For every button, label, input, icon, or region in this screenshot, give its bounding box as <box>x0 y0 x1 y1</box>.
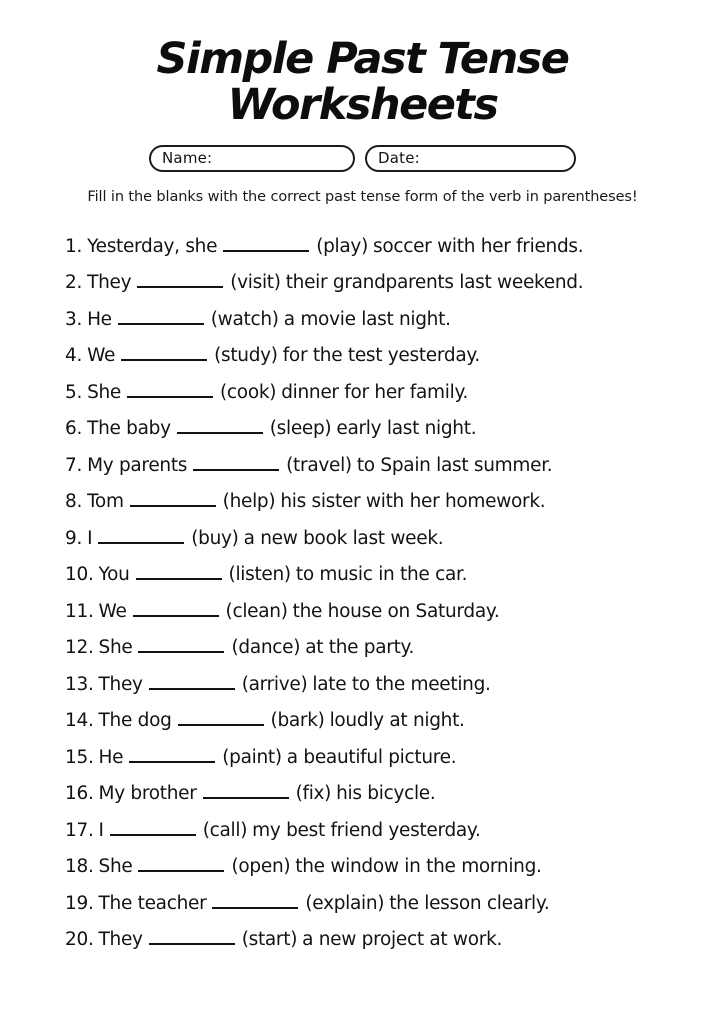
question-text-before-blank: I <box>87 527 93 549</box>
verb-hint: (dance) <box>231 637 301 659</box>
answer-blank[interactable] <box>121 349 207 361</box>
question-number: 2. <box>65 272 83 294</box>
question-row <box>65 302 695 339</box>
question-text-before-blank: The teacher <box>98 892 207 914</box>
verb-hint: (visit) <box>230 272 281 294</box>
question-text-before-blank: She <box>87 381 122 403</box>
question-text-after-blank: early last night. <box>336 418 477 440</box>
answer-blank[interactable] <box>127 386 213 398</box>
question-text-after-blank: to Spain last summer. <box>356 454 553 476</box>
question-text-after-blank: a movie last night. <box>283 308 451 330</box>
answer-blank[interactable] <box>178 714 264 726</box>
question-row <box>65 557 695 594</box>
question-row <box>65 375 695 412</box>
question-number: 6. <box>65 418 83 440</box>
question-row <box>65 703 695 740</box>
question-text-after-blank: for the test yesterday. <box>282 345 480 367</box>
verb-hint: (buy) <box>191 527 239 549</box>
answer-blank[interactable] <box>177 422 263 434</box>
answer-blank[interactable] <box>98 532 184 544</box>
question-text-after-blank: his sister with her homework. <box>280 491 546 513</box>
verb-hint: (bark) <box>270 710 325 732</box>
question-text-after-blank: late to the meeting. <box>312 673 491 695</box>
date-field[interactable] <box>365 145 576 172</box>
question-text-after-blank: his bicycle. <box>336 783 436 805</box>
question-number: 20. <box>65 929 94 951</box>
question-row <box>65 630 695 667</box>
name-field[interactable] <box>149 145 355 172</box>
question-text-before-blank: They <box>98 673 143 695</box>
question-row <box>65 667 695 704</box>
question-text-before-blank: Yesterday, she <box>87 235 218 257</box>
question-text-before-blank: They <box>98 929 143 951</box>
page-title-line1: Simple Past Tense <box>156 34 569 84</box>
name-field-label: Name: <box>162 149 213 168</box>
question-text-after-blank: dinner for her family. <box>281 381 469 403</box>
question-number: 1. <box>65 235 83 257</box>
verb-hint: (study) <box>214 345 278 367</box>
question-row <box>65 229 695 266</box>
question-number: 7. <box>65 454 83 476</box>
question-number: 18. <box>65 856 94 878</box>
question-number: 14. <box>65 710 94 732</box>
question-number: 16. <box>65 783 94 805</box>
answer-blank[interactable] <box>137 276 223 288</box>
header-fields-row <box>0 145 725 172</box>
answer-blank[interactable] <box>193 459 279 471</box>
question-number: 19. <box>65 892 94 914</box>
answer-blank[interactable] <box>133 605 219 617</box>
verb-hint: (clean) <box>225 600 288 622</box>
question-text-before-blank: I <box>98 819 104 841</box>
question-text-before-blank: He <box>98 746 124 768</box>
question-text-before-blank: We <box>87 345 116 367</box>
verb-hint: (sleep) <box>269 418 332 440</box>
question-number: 13. <box>65 673 94 695</box>
question-text-after-blank: the lesson clearly. <box>389 892 550 914</box>
question-number: 12. <box>65 637 94 659</box>
question-number: 10. <box>65 564 94 586</box>
question-text-before-blank: My parents <box>87 454 188 476</box>
answer-blank[interactable] <box>136 568 222 580</box>
verb-hint: (help) <box>222 491 276 513</box>
question-text-before-blank: The dog <box>98 710 172 732</box>
question-text-before-blank: You <box>98 564 130 586</box>
question-text-after-blank: a new project at work. <box>302 929 503 951</box>
question-text-before-blank: He <box>87 308 112 330</box>
answer-blank[interactable] <box>118 313 204 325</box>
answer-blank[interactable] <box>203 787 289 799</box>
verb-hint: (play) <box>316 235 368 257</box>
answer-blank[interactable] <box>149 933 235 945</box>
question-text-after-blank: my best friend yesterday. <box>252 819 481 841</box>
question-row <box>65 338 695 375</box>
question-text-after-blank: their grandparents last weekend. <box>285 272 584 294</box>
question-row <box>65 411 695 448</box>
answer-blank[interactable] <box>110 824 196 836</box>
answer-blank[interactable] <box>138 860 224 872</box>
question-text-after-blank: loudly at night. <box>329 710 465 732</box>
verb-hint: (travel) <box>286 454 352 476</box>
question-text-after-blank: a beautiful picture. <box>286 746 457 768</box>
answer-blank[interactable] <box>212 897 298 909</box>
verb-hint: (paint) <box>222 746 282 768</box>
question-row <box>65 886 695 923</box>
question-row <box>65 813 695 850</box>
question-row <box>65 594 695 631</box>
question-text-after-blank: the window in the morning. <box>295 856 542 878</box>
question-number: 8. <box>65 491 83 513</box>
verb-hint: (open) <box>231 856 291 878</box>
question-number: 5. <box>65 381 83 403</box>
question-list <box>0 229 725 959</box>
question-number: 11. <box>65 600 94 622</box>
question-text-before-blank: We <box>98 600 127 622</box>
question-text-before-blank: My brother <box>98 783 197 805</box>
instruction-text: Fill in the blanks with the correct past tense form of the verb in parentheses! <box>87 188 638 205</box>
question-number: 15. <box>65 746 94 768</box>
verb-hint: (fix) <box>295 783 332 805</box>
answer-blank[interactable] <box>130 495 216 507</box>
answer-blank[interactable] <box>223 240 309 252</box>
question-row <box>65 484 695 521</box>
question-text-after-blank: soccer with her friends. <box>373 235 584 257</box>
question-number: 3. <box>65 308 83 330</box>
answer-blank[interactable] <box>149 678 235 690</box>
verb-hint: (start) <box>241 929 298 951</box>
verb-hint: (listen) <box>228 564 291 586</box>
answer-blank[interactable] <box>138 641 224 653</box>
answer-blank[interactable] <box>129 751 215 763</box>
question-row <box>65 922 695 959</box>
question-text-after-blank: at the party. <box>305 637 415 659</box>
verb-hint: (call) <box>202 819 248 841</box>
question-row <box>65 740 695 777</box>
question-number: 9. <box>65 527 83 549</box>
page-title-line2: Worksheets <box>227 80 498 131</box>
question-number: 17. <box>65 819 94 841</box>
question-row <box>65 521 695 558</box>
verb-hint: (explain) <box>305 892 385 914</box>
date-field-label: Date: <box>378 149 420 168</box>
question-row <box>65 776 695 813</box>
question-text-after-blank: to music in the car. <box>295 564 468 586</box>
verb-hint: (arrive) <box>241 673 308 695</box>
question-row <box>65 448 695 485</box>
question-text-before-blank: The baby <box>87 418 171 440</box>
question-text-after-blank: the house on Saturday. <box>292 600 500 622</box>
question-text-before-blank: She <box>98 856 133 878</box>
question-row <box>65 849 695 886</box>
question-text-after-blank: a new book last week. <box>243 527 444 549</box>
question-text-before-blank: She <box>98 637 133 659</box>
question-text-before-blank: They <box>87 272 132 294</box>
question-text-before-blank: Tom <box>87 491 124 513</box>
page-title <box>0 0 725 129</box>
question-number: 4. <box>65 345 83 367</box>
verb-hint: (watch) <box>210 308 279 330</box>
question-row <box>65 265 695 302</box>
verb-hint: (cook) <box>220 381 277 403</box>
